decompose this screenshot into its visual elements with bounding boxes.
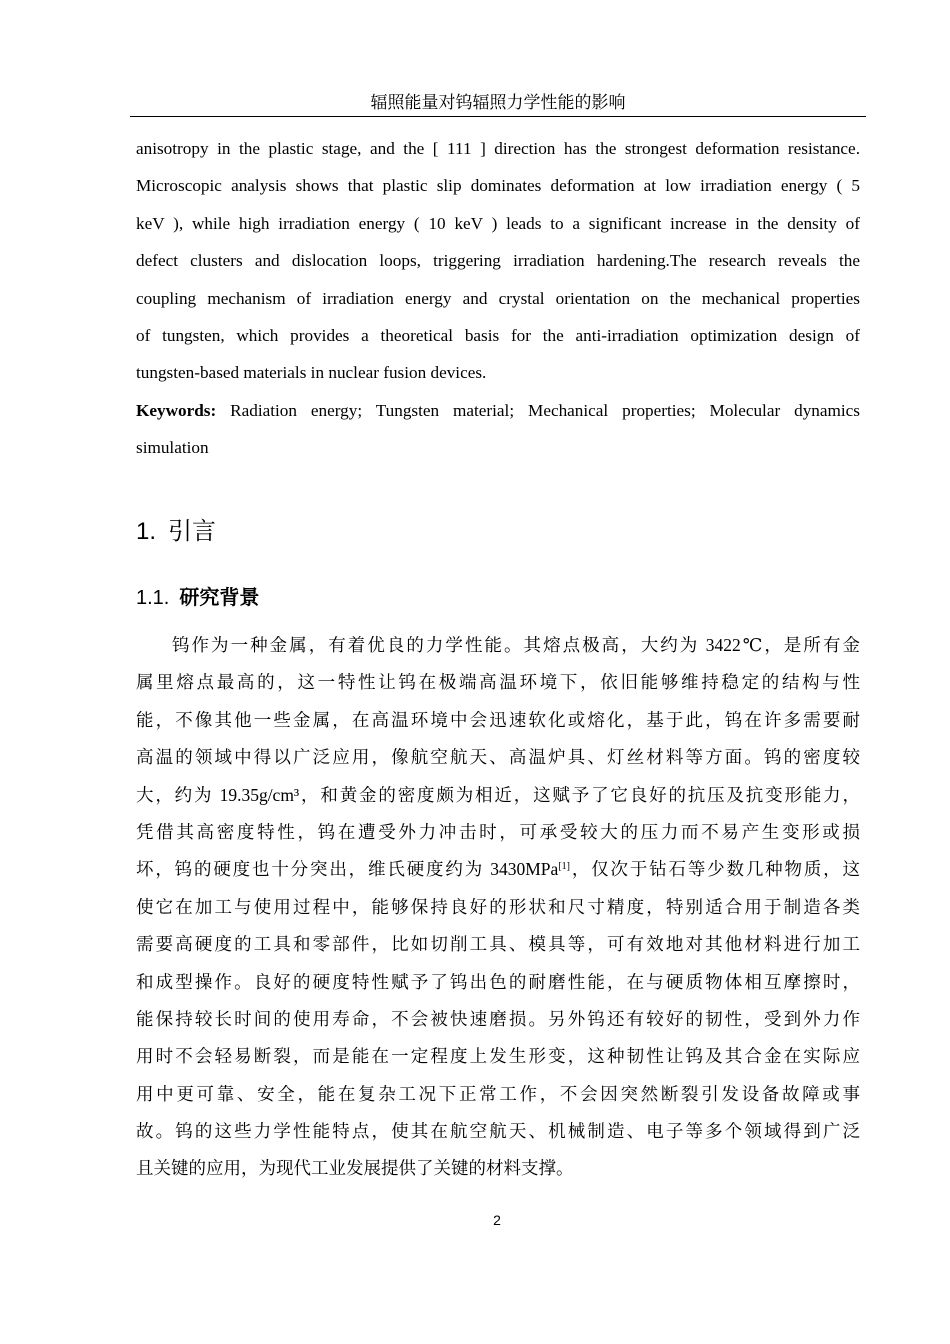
body-line: 和成型操作。良好的硬度特性赋予了钨出色的耐磨性能，在与硬质物体相互摩擦时，	[136, 971, 860, 992]
body-line: 能保持较长时间的使用寿命，不会被快速磨损。另外钨还有较好的韧性，受到外力作	[136, 1008, 860, 1029]
abstract-line: coupling mechanism of irradiation energy and crystal orientation on the mechanical properties	[136, 288, 860, 308]
body-line: 需要高硬度的工具和零部件，比如切削工具、模具等，可有效地对其他材料进行加工	[136, 934, 860, 955]
body-line: 大，约为 19.35g/cm³，和黄金的密度颇为相近，这赋予了它良好的抗压及抗变形能力，	[136, 784, 860, 805]
body-line: 高温的领域中得以广泛应用，像航空航天、高温炉具、灯丝材料等方面。钨的密度较	[136, 747, 860, 768]
body-line: 能，不像其他一些金属，在高温环境中会迅速软化或熔化，基于此，钨在许多需要耐	[136, 709, 860, 730]
keywords-text: Radiation energy; Tungsten material; Mechanical properties; Molecular dynamics	[216, 400, 860, 420]
body-line: 凭借其高密度特性，钨在遭受外力冲击时，可承受较大的压力而不易产生变形或损	[136, 821, 860, 842]
body-paragraph	[136, 627, 860, 1188]
body-line: 用中更可靠、安全，能在复杂工况下正常工作，不会因突然断裂引发设备故障或事	[136, 1083, 860, 1104]
body-line: 用时不会轻易断裂，而是能在一定程度上发生形变，这种韧性让钨及其合金在实际应	[136, 1046, 860, 1067]
running-title: 辐照能量对钨辐照力学性能的影响	[370, 93, 626, 112]
abstract-line: of tungsten, which provides a theoretical basis for the anti-irradiation optimization design of	[136, 325, 860, 345]
keywords-line-2: simulation	[136, 438, 209, 458]
keywords-label: Keywords:	[136, 400, 217, 420]
body-line: 属里熔点最高的，这一特性让钨在极端高温环境下，依旧能够维持稳定的结构与性	[136, 672, 860, 693]
body-line: 故。钨的这些力学性能特点，使其在航空航天、机械制造、电子等多个领域得到广泛	[136, 1121, 860, 1142]
keywords-line	[136, 392, 860, 429]
running-header	[130, 90, 866, 117]
abstract-line: defect clusters and dislocation loops, triggering irradiation hardening.The research reveals the	[136, 251, 860, 271]
body-text: 坏，钨的硬度也十分突出，维氏硬度约为 3430MPa	[136, 859, 559, 880]
abstract-line: anisotropy in the plastic stage, and the [ 111 ] direction has the strongest deformation resistance.	[136, 139, 860, 158]
abstract-line: Microscopic analysis shows that plastic slip dominates deformation at low irradiation energy ( 5	[136, 176, 860, 196]
body-text: ，仅次于钻石等少数几种物质，这	[569, 859, 861, 880]
body-line: 且关键的应用，为现代工业发展提供了关键的材料支撑。	[136, 1158, 574, 1179]
section-title: 引言	[168, 519, 217, 545]
subsection-heading	[136, 583, 259, 613]
section-number: 1.	[136, 518, 157, 545]
section-heading	[136, 514, 216, 550]
abstract-text	[136, 130, 860, 467]
body-line: 钨作为一种金属，有着优良的力学性能。其熔点极高，大约为 3422℃，是所有金	[172, 635, 860, 655]
body-line	[136, 851, 860, 888]
abstract-line: keV ), while high irradiation energy ( 10 keV ) leads to a significant increase in the density of	[136, 213, 860, 233]
citation-ref[interactable]: [1]	[558, 861, 570, 873]
subsection-number: 1.1.	[136, 587, 170, 609]
body-line: 使它在加工与使用过程中，能够保持良好的形状和尺寸精度，特别适合用于制造各类	[136, 896, 860, 917]
page-number: 2	[493, 1212, 501, 1228]
subsection-title: 研究背景	[179, 587, 260, 609]
abstract-line: tungsten-based materials in nuclear fusion devices.	[136, 363, 487, 383]
